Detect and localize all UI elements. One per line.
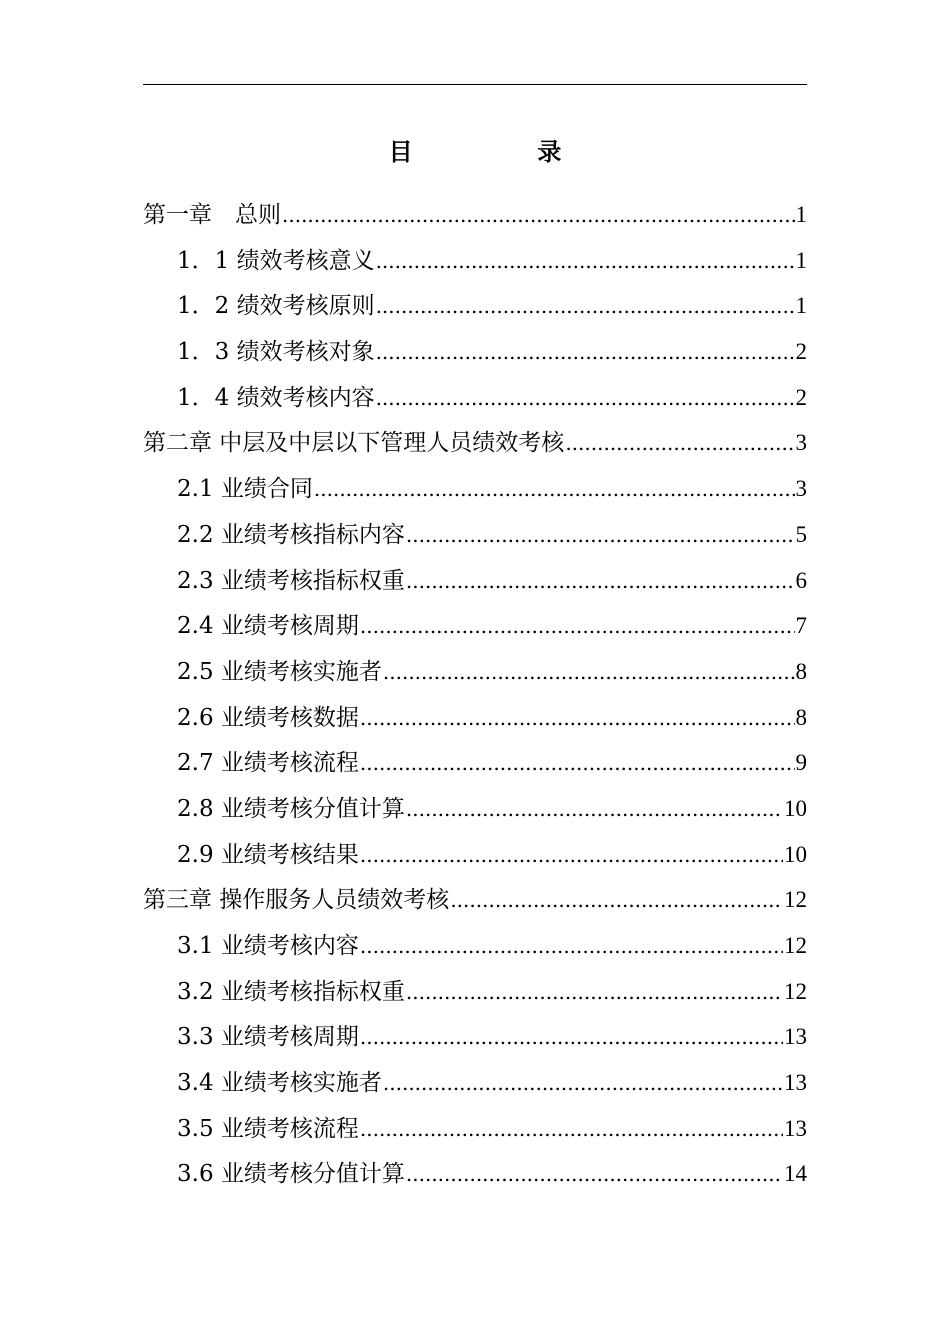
toc-entry-label: 2.7 业绩考核流程 (177, 750, 359, 777)
toc-entry-label: 2.2 业绩考核指标内容 (177, 521, 405, 548)
toc-entry-page: 8 (795, 704, 807, 730)
toc-entry-label: 3.5 业绩考核流程 (177, 1115, 359, 1142)
toc-entry-label: 第三章 操作服务人员绩效考核 (143, 887, 450, 914)
toc-leader (376, 241, 795, 281)
toc-leader (360, 606, 795, 646)
toc-entry-page: 10 (784, 795, 807, 821)
toc-entry[interactable] (143, 195, 807, 241)
toc-entry-page: 12 (784, 978, 807, 1004)
toc-entry-page: 1 (795, 202, 807, 227)
toc-entry[interactable] (143, 698, 807, 744)
toc-entry-page: 1 (795, 247, 807, 273)
toc-entry-label: 第一章 总则 (143, 202, 281, 228)
toc-entry-page: 9 (795, 750, 807, 776)
toc-leader (565, 423, 794, 463)
toc-entry[interactable] (143, 1109, 807, 1155)
toc-entry-page: 2 (795, 384, 807, 410)
toc-entry[interactable] (143, 835, 807, 881)
toc-entry-page: 12 (784, 887, 807, 913)
toc-entry-label: 3.1 业绩考核内容 (177, 933, 359, 959)
toc-entry-page: 13 (784, 1070, 807, 1096)
toc-entry-page: 7 (795, 613, 807, 639)
header-rule (143, 84, 807, 85)
toc-leader (406, 561, 795, 601)
toc-entry[interactable] (143, 423, 807, 469)
toc-leader (406, 515, 795, 555)
toc-leader (282, 195, 795, 235)
toc-leader (360, 926, 783, 966)
toc-entry-label: 1．1 绩效考核意义 (177, 247, 375, 274)
toc-leader (376, 332, 795, 372)
toc-entry[interactable] (143, 286, 807, 332)
toc-entry[interactable] (143, 926, 807, 972)
toc-list (143, 195, 807, 1200)
toc-entry-page: 3 (795, 476, 807, 502)
toc-entry[interactable] (143, 1063, 807, 1109)
toc-entry-label: 1．4 绩效考核内容 (177, 384, 375, 411)
toc-leader (383, 652, 795, 692)
toc-entry[interactable] (143, 972, 807, 1018)
toc-entry-page: 5 (795, 521, 807, 547)
toc-leader (406, 789, 783, 829)
toc-entry-label: 3.2 业绩考核指标权重 (177, 978, 405, 1005)
toc-entry[interactable] (143, 1154, 807, 1200)
toc-entry[interactable] (143, 469, 807, 515)
toc-entry[interactable] (143, 743, 807, 789)
toc-entry[interactable] (143, 1017, 807, 1063)
toc-entry-page: 14 (784, 1161, 807, 1187)
toc-entry-label: 1．3 绩效考核对象 (177, 339, 375, 366)
toc-leader (314, 469, 795, 509)
toc-leader (360, 743, 795, 783)
toc-entry-label: 2.9 业绩考核结果 (177, 841, 359, 868)
toc-entry-label: 2.3 业绩考核指标权重 (177, 567, 405, 594)
toc-entry[interactable] (143, 378, 807, 424)
toc-entry-page: 13 (784, 1115, 807, 1141)
toc-entry-label: 2.5 业绩考核实施者 (177, 658, 382, 685)
toc-title: 目 录 (388, 138, 598, 166)
toc-entry-label: 3.6 业绩考核分值计算 (177, 1161, 405, 1188)
toc-entry[interactable] (143, 606, 807, 652)
toc-entry-label: 3.3 业绩考核周期 (177, 1024, 359, 1051)
toc-entry-label: 第二章 中层及中层以下管理人员绩效考核 (143, 430, 565, 457)
toc-leader (360, 835, 783, 875)
toc-entry-page: 3 (795, 430, 807, 456)
toc-leader (360, 1017, 783, 1057)
toc-leader (406, 1154, 783, 1194)
toc-entry-page: 8 (795, 658, 807, 684)
toc-entry[interactable] (143, 332, 807, 378)
toc-entry-page: 12 (784, 933, 807, 958)
toc-leader (360, 698, 795, 738)
toc-leader (450, 880, 783, 920)
toc-entry-label: 2.6 业绩考核数据 (177, 704, 359, 731)
toc-entry-page: 6 (795, 567, 807, 593)
toc-entry[interactable] (143, 561, 807, 607)
toc-leader (383, 1063, 783, 1103)
toc-leader (376, 286, 795, 326)
toc-leader (406, 972, 783, 1012)
toc-entry-page: 1 (795, 293, 807, 319)
toc-entry[interactable] (143, 241, 807, 287)
toc-entry-label: 1．2 绩效考核原则 (177, 293, 375, 320)
toc-entry[interactable] (143, 515, 807, 561)
toc-entry-page: 13 (784, 1024, 807, 1050)
toc-entry-page: 2 (795, 339, 807, 365)
toc-entry-page: 10 (784, 841, 807, 867)
toc-leader (376, 378, 795, 418)
toc-entry[interactable] (143, 789, 807, 835)
toc-entry-label: 2.8 业绩考核分值计算 (177, 795, 405, 822)
toc-entry-label: 2.4 业绩考核周期 (177, 613, 359, 640)
toc-entry-label: 3.4 业绩考核实施者 (177, 1070, 382, 1097)
toc-entry-label: 2.1 业绩合同 (177, 476, 313, 503)
toc-leader (360, 1109, 783, 1149)
toc-entry[interactable] (143, 880, 807, 926)
toc-entry[interactable] (143, 652, 807, 698)
